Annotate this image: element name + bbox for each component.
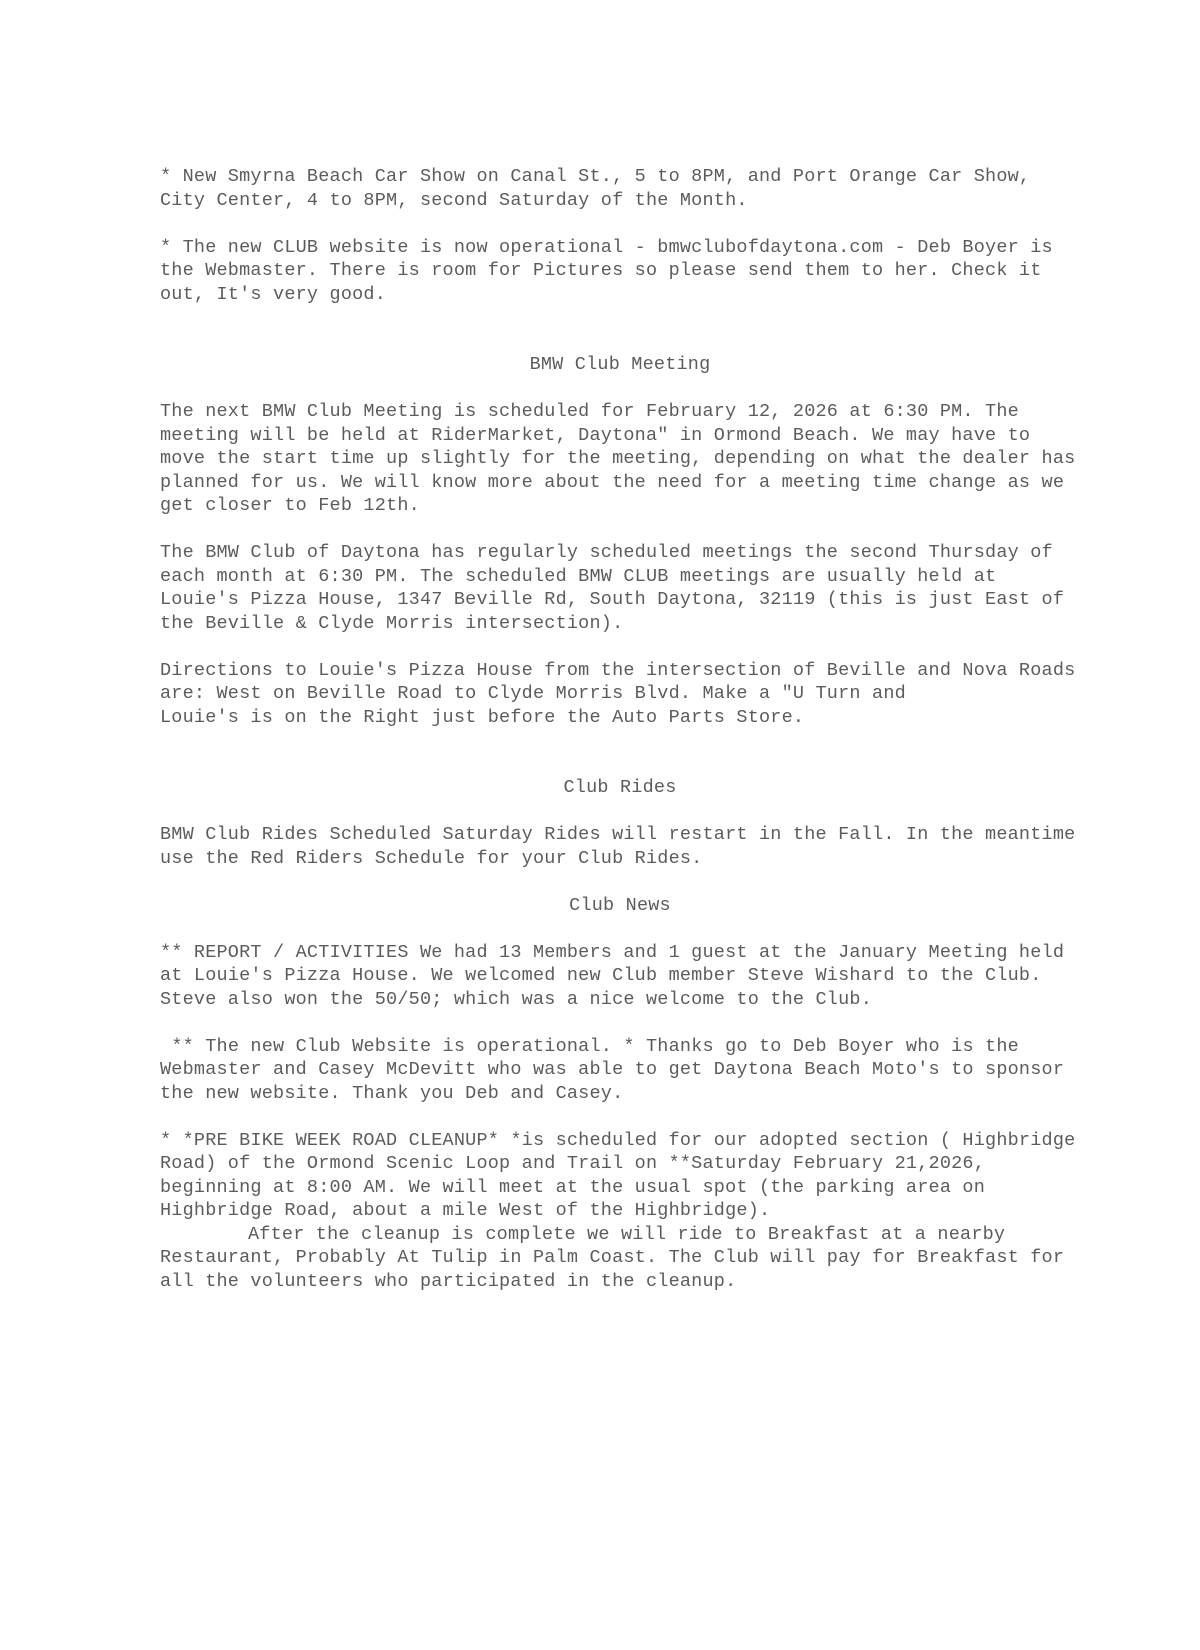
regular-meeting-paragraph: The BMW Club of Daytona has regularly scheduled meetings the second Thursday of each month at 6:30 PM. The scheduled BMW CLUB meetings are usually held at Louie's Pizza House, 1347 Beville Rd, South Daytona, 32119 (this is just East of the Beville & Clyde Morris intersection). [160,542,1076,634]
meeting-heading: BMW Club Meeting [529,354,711,375]
rides-heading: Club Rides [563,777,677,798]
cleanup-paragraph: * *PRE BIKE WEEK ROAD CLEANUP* *is scheduled for our adopted section ( Highbridge Road) of the Ormond Scenic Loop and Trail on **Saturday February 21,2026, beginning at 8:00 AM. We will meet at the usual spot (the parking area on Highbridge Road, about a mile West of the Highbridge). [160,1129,1087,1221]
directions-paragraph: Directions to Louie's Pizza House from the intersection of Beville and Nova Roads are: West on Beville Road to Clyde Morris Blvd. Make a "U Turn and [160,659,1087,704]
news-heading: Club News [569,894,671,916]
report-paragraph: ** REPORT / ACTIVITIES We had 13 Members and 1 guest at the January Meeting held at Louie's Pizza House. We welcomed new Club member Steve Wishard to the Club. Steve also won the 50/50; which was a nice welcome to the Club. [160,941,1076,1010]
car-show-announcement: * New Smyrna Beach Car Show on Canal St., 5 to 8PM, and Port Orange Car Show, City Center, 4 to 8PM, second Saturday of the Month. [160,166,1042,211]
spacer [160,753,1080,777]
breakfast-paragraph [160,1223,1080,1294]
website-thanks-paragraph: ** The new Club Website is operational. * Thanks go to Deb Boyer who is the Webmaster and Casey McDevitt who was able to get Daytona Beach Moto's to sponsor the new website. Thank you Deb and Casey. [160,1035,1076,1104]
breakfast-text: After the cleanup is complete we will ride to Breakfast at a nearby Restaurant, Probably At Tulip in Palm Coast. The Club will pay for Breakfast for all the volunteers who participated in the cleanup. [160,1223,1076,1292]
newsletter-body [160,165,1087,1317]
website-announcement: * The new CLUB website is now operational - bmwclubofdaytona.com - Deb Boyer is the Webmaster. There is room for Pictures so please send them to her. Check it out, It's very good. [160,236,1065,305]
spacer [160,330,1080,354]
rides-paragraph: BMW Club Rides Scheduled Saturday Rides will restart in the Fall. In the meantime use the Red Riders Schedule for your Club Rides. [160,824,1087,869]
directions-paragraph-continued: Louie's is on the Right just before the Auto Parts Store. [160,706,805,728]
next-meeting-paragraph: The next BMW Club Meeting is scheduled for February 12, 2026 at 6:30 PM. The meeting will be held at RiderMarket, Daytona" in Ormond Beach. We may have to move the start time up slightly for the meeting, depending on what the dealer has planned for us. We will know more about the need for a meeting time change as we get closer to Feb 12th. [160,401,1087,516]
